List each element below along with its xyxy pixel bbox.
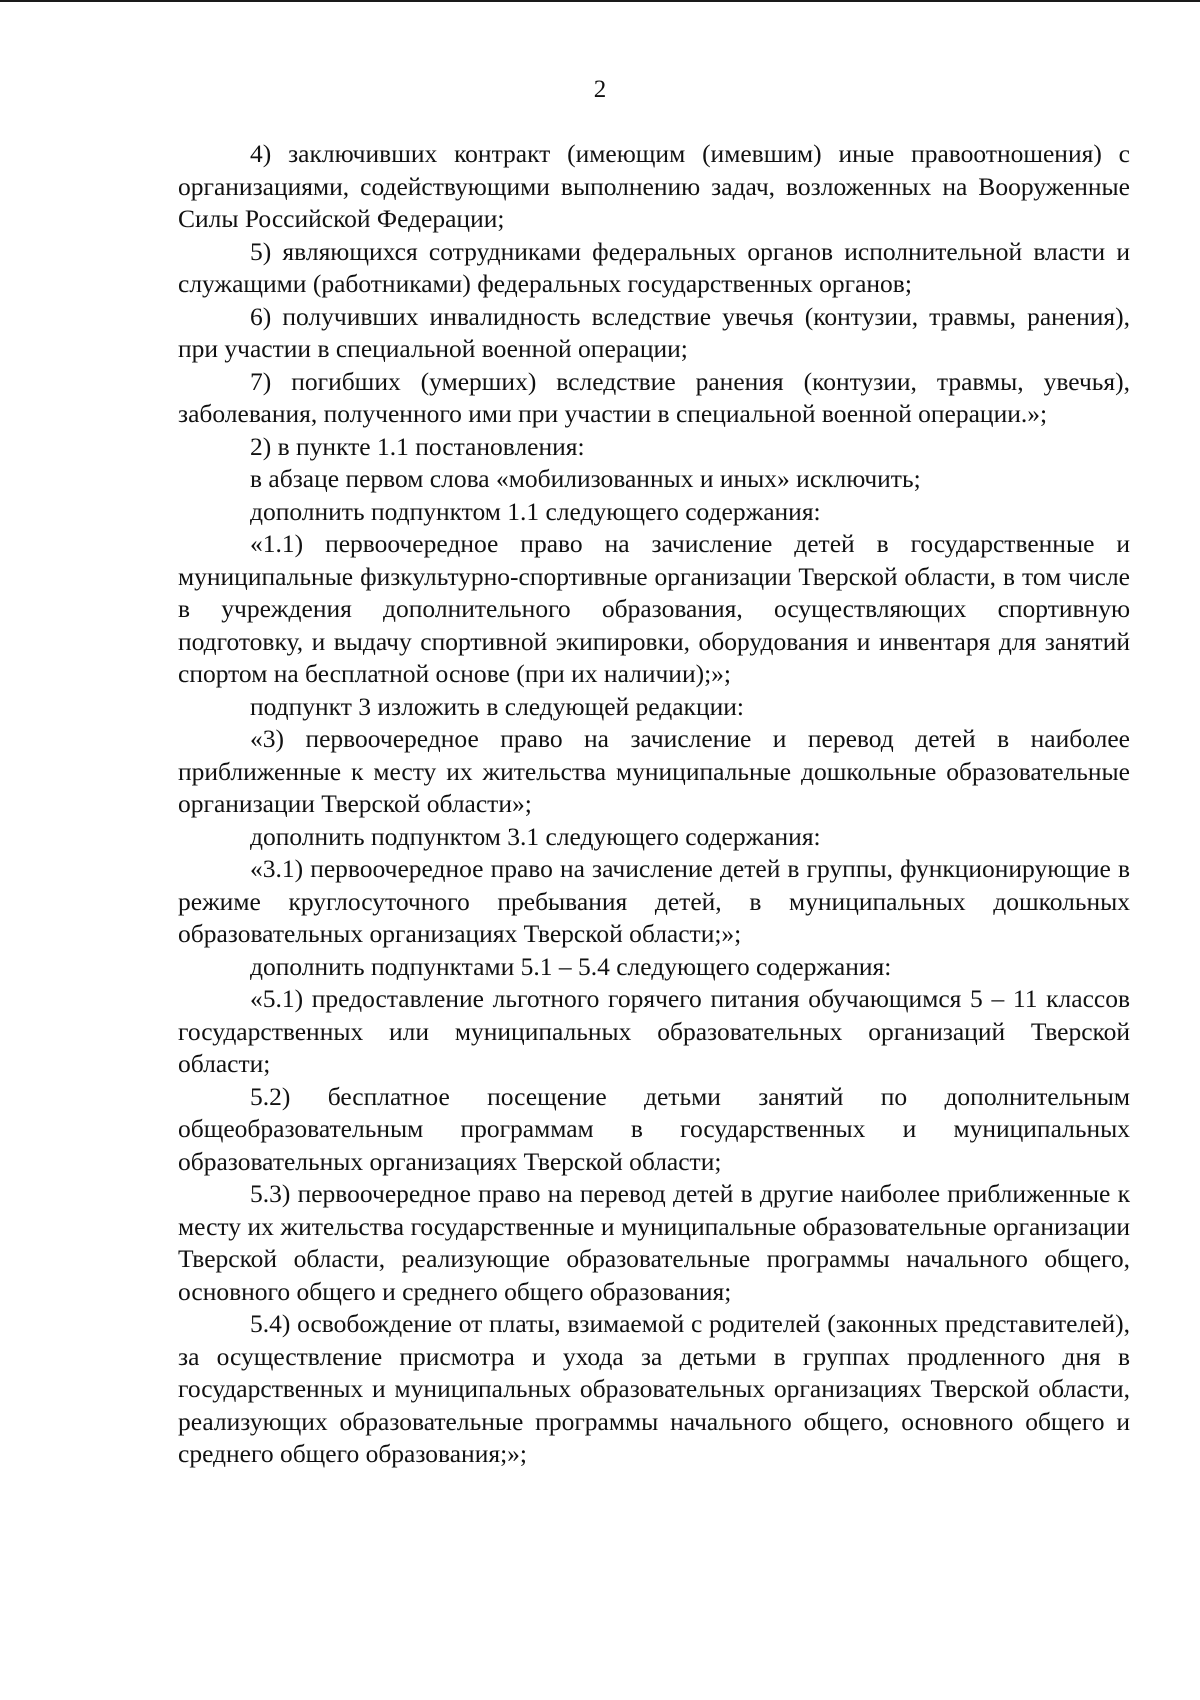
paragraph-edit-3: подпункт 3 изложить в следующей редакции: [250,691,744,721]
paragraph-item-6: 6) получивших инвалидность вследствие увечья (контузии, травмы, ранения), при участии в специальной военной операции; [178,301,1130,363]
paragraph-item-4: 4) заключивших контракт (имеющим (имевшим) иные правоотношения) с организациями, содействующими выполнению задач, возложенных на Вооруженные Силы Российской Федерации; [178,139,1130,233]
paragraph-exclude-words: в абзаце первом слова «мобилизованных и иных» исключить; [250,464,921,493]
page-number: 2 [593,76,607,103]
paragraph-section-2: 2) в пункте 1.1 постановления: [250,431,585,461]
paragraph-item-5: 5) являющихся сотрудниками федеральных органов исполнительной власти и служащими (работниками) федеральных государственных органов; [178,236,1130,298]
paragraph-subitem-5-2: 5.2) бесплатное посещение детьми занятий по дополнительным общеобразовательным программам в государственных и муниципальных образовательных организациях Тверской области; [178,1081,1130,1176]
paragraph-add-1-1: дополнить подпунктом 1.1 следующего содержания: [250,496,821,526]
document-body [178,138,1130,1471]
paragraph-item-7: 7) погибших (умерших) вследствие ранения (контузии, травмы, увечья), заболевания, полученного ими при участии в специальной военной операции.»; [178,366,1130,428]
scan-top-edge [0,0,1200,2]
paragraph-add-3-1: дополнить подпунктом 3.1 следующего содержания: [250,821,821,851]
paragraph-subitem-3-1: «3.1) первоочередное право на зачисление детей в группы, функционирующие в режиме круглосуточного пребывания детей, в муниципальных дошкольных образовательных организациях Тверской области;»; [178,854,1130,948]
paragraph-subitem-3: «3) первоочередное право на зачисление и перевод детей в наиболее приближенные к месту их жительства муниципальные дошкольные образовательные организации Тверской области»; [178,724,1130,818]
paragraph-subitem-5-3: 5.3) первоочередное право на перевод детей в другие наиболее приближенные к месту их жительства государственные и муниципальные образовательные организации Тверской области, реализующие образовательные программы начального общего, основного общего и среднего общего образования; [178,1179,1130,1306]
paragraph-subitem-5-1: «5.1) предоставление льготного горячего питания обучающимся 5 – 11 классов государственных или муниципальных образовательных организаций Тверской области; [178,984,1130,1078]
paragraph-add-5-1-5-4: дополнить подпунктами 5.1 – 5.4 следующего содержания: [250,951,892,981]
paragraph-subitem-1-1: «1.1) первоочередное право на зачисление детей в государственные и муниципальные физкультурно-спортивные организации Тверской области, в том числе в учреждения дополнительного образования, осуществляющих спортивную подготовку, и выдачу спортивной экипировки, оборудования и инвентаря для занятий спортом на бесплатной основе (при их наличии);»; [178,529,1130,688]
paragraph-subitem-5-4: 5.4) освобождение от платы, взимаемой с родителей (законных представителей), за осуществление присмотра и ухода за детьми в группах продленного дня в государственных и муниципальных образовательных организациях Тверской области, реализующих образовательные программы начального общего, основного общего и среднего общего образования;»; [178,1309,1130,1468]
